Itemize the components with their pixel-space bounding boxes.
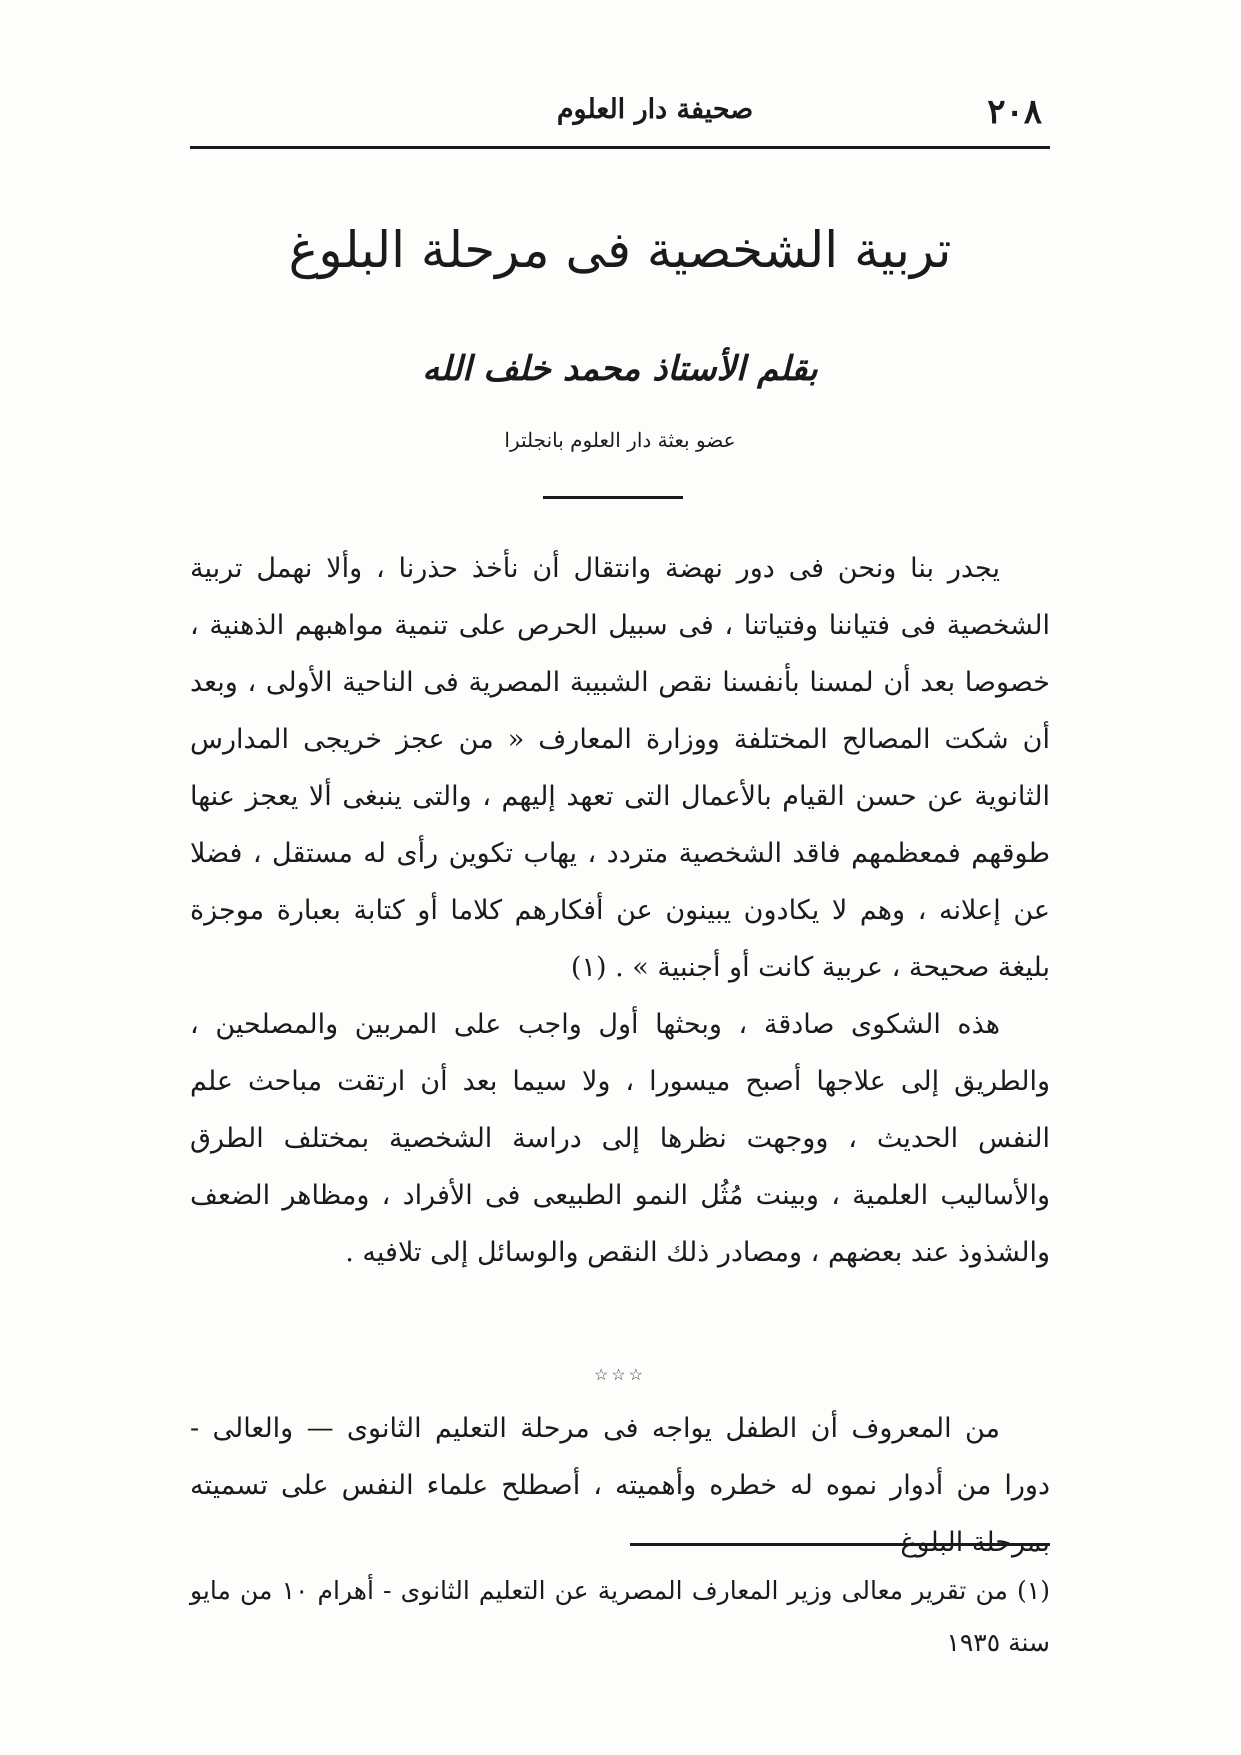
footnote-rule bbox=[630, 1543, 1050, 1546]
article-body bbox=[190, 540, 1050, 1281]
footnote bbox=[190, 1565, 1050, 1669]
author-affiliation: عضو بعثة دار العلوم بانجلترا bbox=[504, 428, 736, 452]
page-header bbox=[190, 88, 1050, 144]
paragraph-1: يجدر بنا ونحن فى دور نهضة وانتقال أن نأخذ حذرنا ، وألا نهمل تربية الشخصية فى فتياننا وفتياتنا ، فى سبيل الحرص على تنمية مواهبهم الذهنية ، خصوصا بعد أن لمسنا بأنفسنا نقص الشبيبة المصرية فى الناحية الأولى ، وبعد أن شكت المصالح المختلفة ووزارة المعارف « من عجز خريجى المدارس الثانوية عن حسن القيام بالأعمال التى تعهد إليهم ، والتى ينبغى ألا يعجز عنها طوقهم فمعظمهم فاقد الشخصية متردد ، يهاب تكوين رأى له مستقل ، فضلا عن إعلانه ، وهم لا يكادون يبينون عن أفكارهم كلاما أو كتابة بعبارة موجزة بليغة صحيحة ، عربية كانت أو أجنبية » . (١) bbox=[190, 553, 1050, 983]
article-byline: بقلم الأستاذ محمد خلف الله bbox=[422, 349, 818, 389]
title-divider bbox=[543, 496, 683, 499]
section-separator: ☆☆☆ bbox=[593, 1365, 647, 1384]
header-rule bbox=[190, 146, 1050, 149]
footnote-text: (١) من تقرير معالى وزير المعارف المصرية عن التعليم الثانوى - أهرام ١٠ من مايو سنة ١٩٣٥ bbox=[190, 1576, 1050, 1657]
page-number: ٢٠٨ bbox=[987, 92, 1042, 132]
article-title: تربية الشخصية فى مرحلة البلوغ bbox=[288, 221, 952, 279]
paragraph-2: هذه الشكوى صادقة ، وبحثها أول واجب على المربين والمصلحين ، والطريق إلى علاجها أصبح ميسورا ، ولا سيما بعد أن ارتقت مباحث علم النفس الحديث ، ووجهت نظرها إلى دراسة الشخصية بمختلف الطرق والأساليب العلمية ، وبينت مُثُل النمو الطبيعى فى الأفراد ، ومظاهر الضعف والشذوذ عند بعضهم ، ومصادر ذلك النقص والوسائل إلى تلافيه . bbox=[190, 1009, 1050, 1268]
paragraph-3: من المعروف أن الطفل يواجه فى مرحلة التعليم الثانوى — والعالى - دورا من أدوار نموه له خطره وأهميته ، أصطلح علماء النفس على تسميته بمرحلة البلوغ bbox=[190, 1413, 1050, 1558]
journal-title: صحيفة دار العلوم bbox=[556, 94, 754, 125]
